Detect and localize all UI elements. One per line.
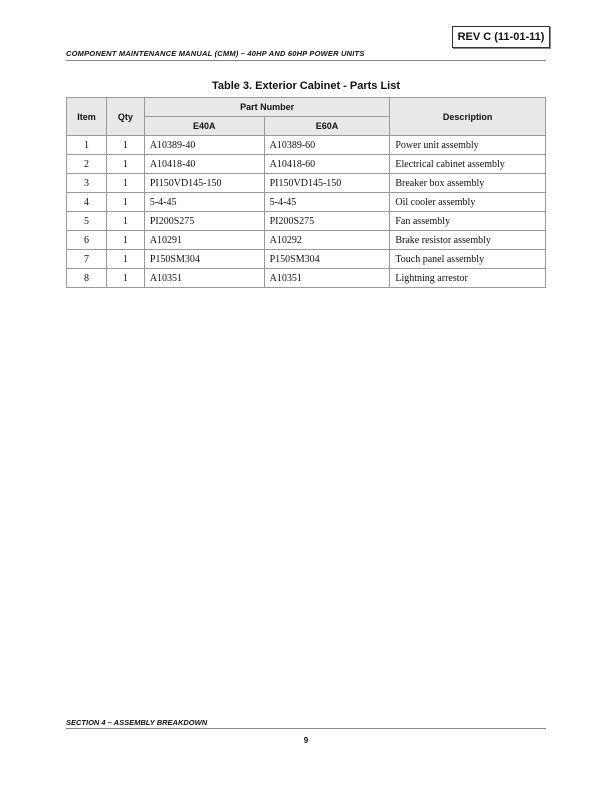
revision-box: REV C (11-01-11) (452, 26, 550, 48)
cell-e60a: A10351 (264, 269, 390, 288)
cell-qty: 1 (106, 250, 144, 269)
table-row (67, 231, 546, 250)
cell-item: 3 (67, 174, 107, 193)
cell-e40a: P150SM304 (144, 250, 264, 269)
cell-qty: 1 (106, 174, 144, 193)
cell-e40a: A10351 (144, 269, 264, 288)
cell-description: Breaker box assembly (390, 174, 546, 193)
cell-item: 5 (67, 212, 107, 231)
cell-e60a: PI200S275 (264, 212, 390, 231)
header-part-number: Part Number (144, 98, 390, 117)
cell-description: Electrical cabinet assembly (390, 155, 546, 174)
cell-qty: 1 (106, 136, 144, 155)
footer-divider (66, 728, 546, 729)
page-number: 9 (303, 736, 309, 745)
header-e60a: E60A (264, 117, 390, 136)
cell-qty: 1 (106, 269, 144, 288)
cell-e40a: A10291 (144, 231, 264, 250)
header-description: Description (390, 98, 546, 136)
cell-qty: 1 (106, 155, 144, 174)
parts-table (66, 97, 546, 288)
cell-e60a: P150SM304 (264, 250, 390, 269)
table-row (67, 250, 546, 269)
table-row (67, 269, 546, 288)
cell-item: 7 (67, 250, 107, 269)
cell-item: 1 (67, 136, 107, 155)
table-row (67, 174, 546, 193)
cell-e60a: A10389-60 (264, 136, 390, 155)
cell-item: 6 (67, 231, 107, 250)
cell-description: Touch panel assembly (390, 250, 546, 269)
cell-qty: 1 (106, 193, 144, 212)
table-row (67, 212, 546, 231)
cell-description: Lightning arrestor (390, 269, 546, 288)
manual-title: COMPONENT MAINTENANCE MANUAL (CMM) – 40HP AND 60HP POWER UNITS (66, 49, 365, 58)
header-divider (66, 60, 546, 61)
cell-e60a: PI150VD145-150 (264, 174, 390, 193)
cell-e40a: PI200S275 (144, 212, 264, 231)
cell-description: Oil cooler assembly (390, 193, 546, 212)
cell-e60a: 5-4-45 (264, 193, 390, 212)
cell-description: Fan assembly (390, 212, 546, 231)
cell-e60a: A10292 (264, 231, 390, 250)
table-row (67, 136, 546, 155)
cell-qty: 1 (106, 212, 144, 231)
cell-item: 8 (67, 269, 107, 288)
cell-e60a: A10418-60 (264, 155, 390, 174)
cell-e40a: 5-4-45 (144, 193, 264, 212)
section-title: SECTION 4 – ASSEMBLY BREAKDOWN (66, 718, 208, 727)
header-qty: Qty (106, 98, 144, 136)
cell-e40a: A10418-40 (144, 155, 264, 174)
header-item: Item (67, 98, 107, 136)
cell-item: 2 (67, 155, 107, 174)
table-title: Table 3. Exterior Cabinet - Parts List (211, 80, 401, 92)
cell-e40a: A10389-40 (144, 136, 264, 155)
cell-description: Brake resistor assembly (390, 231, 546, 250)
cell-qty: 1 (106, 231, 144, 250)
cell-e40a: PI150VD145-150 (144, 174, 264, 193)
table-row (67, 193, 546, 212)
cell-description: Power unit assembly (390, 136, 546, 155)
header-e40a: E40A (144, 117, 264, 136)
table-row (67, 155, 546, 174)
cell-item: 4 (67, 193, 107, 212)
